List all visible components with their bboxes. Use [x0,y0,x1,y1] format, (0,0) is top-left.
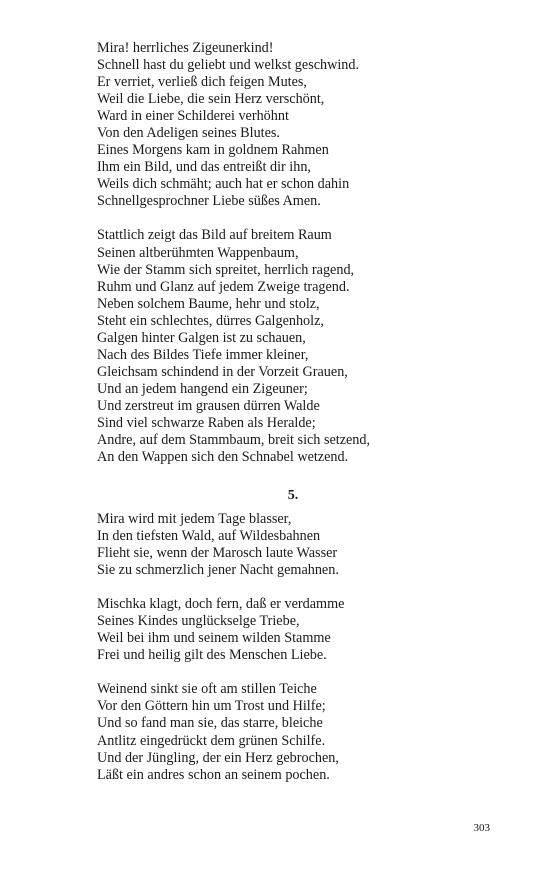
verse-line: Und zerstreut im grausen dürren Walde [97,397,320,414]
verse-line: Ward in einer Schilderei verhöhnt [97,108,289,125]
verse-line: Sind viel schwarze Raben als Heralde; [97,414,316,431]
verse-line: Nach des Bildes Tiefe immer kleiner, [97,346,309,363]
poem-block-upper [97,40,497,466]
verse-line: Weil bei ihm und seinem wilden Stamme [97,630,331,647]
verse-line: Mira! herrliches Zigeunerkind! [97,40,274,56]
stanza [97,227,497,466]
stanza [97,681,497,783]
stanza [97,511,497,579]
verse-line: Gleichsam schindend in der Vorzeit Grauen, [97,363,348,380]
verse-line: Antlitz eingedrückt dem grünen Schilfe. [97,732,326,749]
verse-line: Und so fand man sie, das starre, bleiche [97,715,323,732]
verse-line: Weils dich schmäht; auch hat er schon dahin [97,176,350,193]
verse-line: Vor den Göttern hin um Trost und Hilfe; [97,698,326,715]
section-number: 5. [287,488,299,503]
verse-line: Weil die Liebe, die sein Herz verschönt, [97,91,325,108]
verse-line: Schnell hast du geliebt und welkst geschwind. [97,57,360,74]
verse-line: Mischka klagt, doch fern, daß er verdamme [97,596,345,613]
verse-line: Andre, auf dem Stammbaum, breit sich setzend, [97,432,371,449]
verse-line: Läßt ein andres schon an seinem pochen. [97,766,330,783]
poem-block-lower [97,511,497,784]
stanza [97,40,497,210]
stanza [97,596,497,664]
verse-line: Mira wird mit jedem Tage blasser, [97,511,292,527]
verse-line: Schnellgesprochner Liebe süßes Amen. [97,193,321,210]
verse-line: Wie der Stamm sich spreitet, herrlich ragend, [97,261,355,278]
verse-line: Sie zu schmerzlich jener Nacht gemahnen. [97,562,339,579]
verse-line: Ruhm und Glanz auf jedem Zweige tragend. [97,278,350,295]
verse-line: Stattlich zeigt das Bild auf breitem Raum [97,227,332,244]
verse-line: An den Wappen sich den Schnabel wetzend. [97,449,349,466]
verse-line: In den tiefsten Wald, auf Wildesbahnen [97,528,321,545]
verse-line: Ihm ein Bild, und das entreißt dir ihn, [97,159,311,176]
verse-line: Seines Kindes unglückselge Triebe, [97,613,300,630]
verse-line: Steht ein schlechtes, dürres Galgenholz, [97,312,324,329]
verse-line: Weinend sinkt sie oft am stillen Teiche [97,681,317,698]
verse-line: Eines Morgens kam in goldnem Rahmen [97,142,329,159]
verse-line: Flieht sie, wenn der Marosch laute Wasser [97,545,338,562]
verse-line: Neben solchem Baume, hehr und stolz, [97,295,320,312]
verse-line: Und der Jüngling, der ein Herz gebrochen, [97,749,339,766]
verse-line: Und an jedem hangend ein Zigeuner; [97,380,308,397]
verse-line: Frei und heilig gilt des Menschen Liebe. [97,647,327,664]
verse-line: Er verriet, verließ dich feigen Mutes, [97,74,307,91]
verse-line: Galgen hinter Galgen ist zu schauen, [97,329,306,346]
verse-line: Seinen altberühmten Wappenbaum, [97,244,299,261]
verse-line: Von den Adeligen seines Blutes. [97,125,280,142]
page-number: 303 [473,822,490,834]
